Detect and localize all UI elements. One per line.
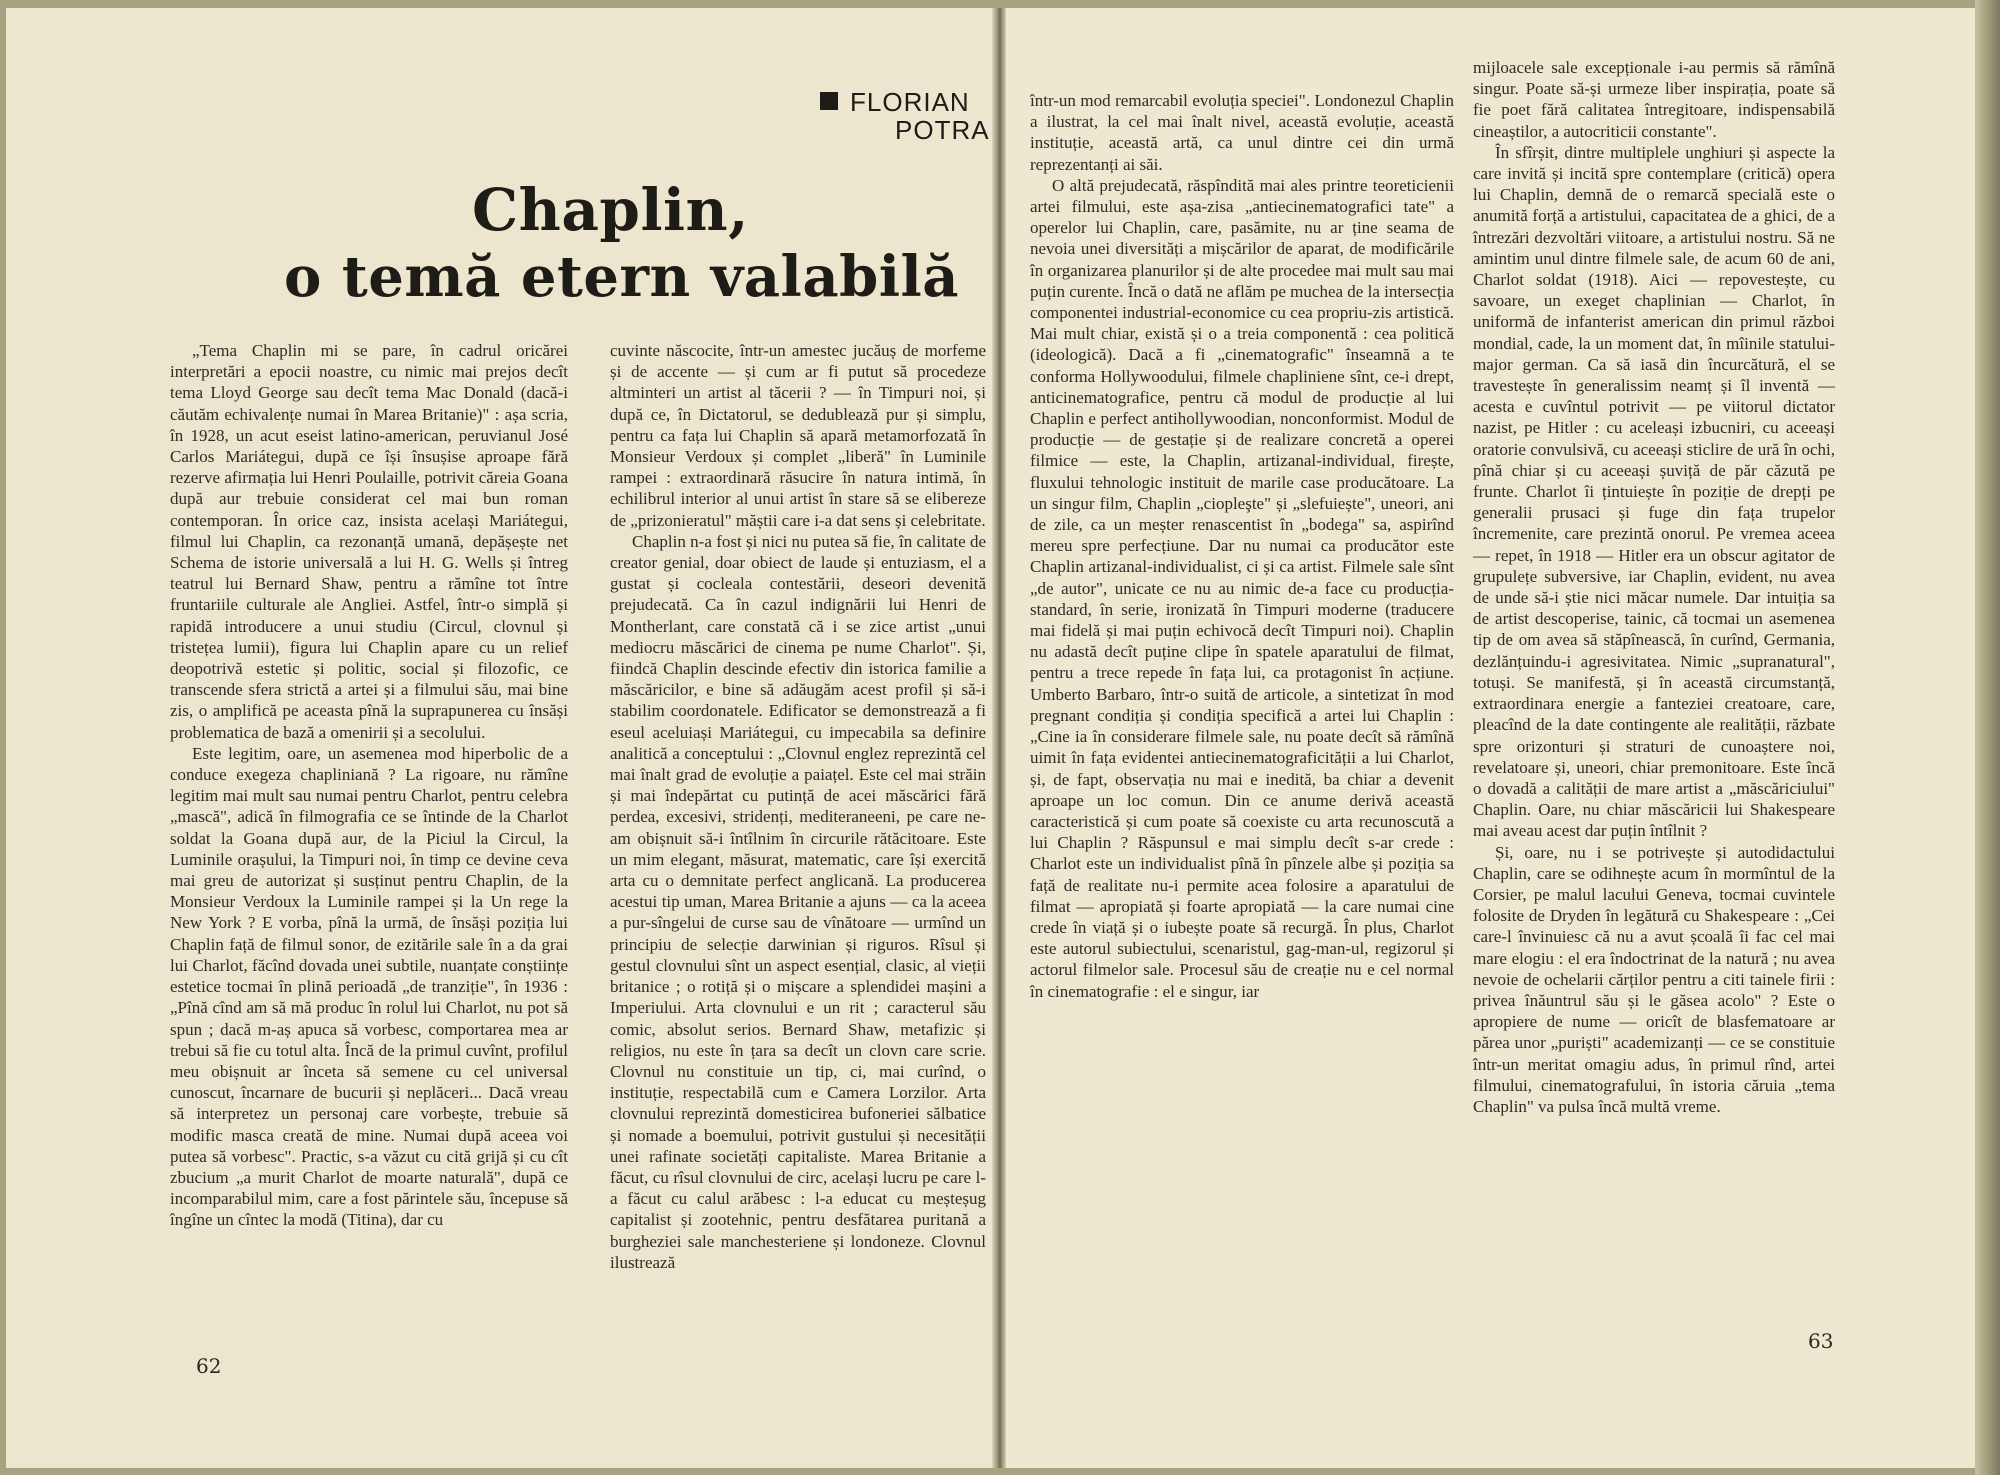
page-number-left: 62 [196, 1354, 222, 1378]
paragraph: Este legitim, oare, un asemenea mod hiperbolic de a conduce exegeza chapliniană ? La rigoare, nu rămîne legitim mai mult sau numai pentru Charlot, pentru celebra „mască", adică în filmografia ce se întinde de la Charlot soldat la Goana după aur, de la Piciul la Circul, la Luminile orașului, la Timpuri noi, în timp ce devine ceva mai greu de autorizat și susținut pentru Chaplin, de la Monsieur Verdoux la Luminile rampei și la Un rege la New York ? E vorba, pînă la urmă, de însăși poziția lui Chaplin față de filmul sonor, de ezitările sale în a da grai lui Charlot, făcînd dovada unei subtile, nuanțate conștiințe estetice tocmai în plină perioadă „de tranziție", în 1936 : „Pînă cînd am să mă produc în rolul lui Charlot, nu pot să spun ; dacă m-aș apuca să vorbesc, comportarea mea ar trebui să fie cu totul alta. Încă de la primul cuvînt, profilul meu obișnuit ar înceta să semene cu cel universal cunoscut, încarnare de bucurii și neplăceri... Dacă vreau să interpretez un personaj care vorbește, trebuie să modific masca creată de mine. Numai după aceea voi putea să vorbesc". Practic, s-a văzut cu cită grijă și cu cît zbucium „a murit Charlot de moarte naturală", după ce incomparabilul mim, care a fost părintele său, începuse să îngîne un cîntec la modă (Titina), dar cu [170, 743, 568, 1230]
author-last-name: POTRA [895, 115, 990, 145]
paragraph: într-un mod remarcabil evoluția speciei". Londonezul Chaplin a ilustrat, la cel mai înalt nivel, această evoluție, această instituție, această artă, ca unul dintre cei din urmă reprezentanți ai săi. [1030, 91, 1454, 174]
paragraph: mijloacele sale excepționale i-au permis să rămînă singur. Poate să-și urmeze liber inspirația, poate să fie poet fără calitatea întregitoare, indispensabilă cineaștilor, a autocriticii constante". [1473, 58, 1835, 141]
page-number-right: 63 [1808, 1329, 1834, 1353]
text-column-right-1 [1030, 90, 1454, 1002]
article-title-line-1: Chaplin, [472, 176, 749, 244]
paragraph: „Tema Chaplin mi se pare, în cadrul oricărei interpretări a epocii noastre, cu nimic mai prejos decît tema Lloyd George sau decît tema Mac Donald (dacă-i căutăm echivalențe numai în Marea Britanie)" : așa scria, în 1928, un acut eseist latino-american, peruvianul José Carlos Mariátegui, după ce își însușise aproape fără rezerve afirmația lui Henri Poulaille, potrivit căreia Goana după aur trebuie considerat cel mai bun roman contemporan. În orice caz, insista același Mariátegui, filmul lui Chaplin, ca rezonanță umană, depășește net Schema de istorie universală a lui H. G. Wells și întreg teatrul lui Bernard Shaw, pentru a rămîne tot între fruntariile culturale ale Angliei. Astfel, într-o simplă și rapidă introducere a unui studiu (Circul, clovnul și tristețea lumii), figura lui Chaplin apare cu un relief deopotrivă estetic și politic, social și filozofic, ce transcende sfera strictă a artei și a filmului său, mai bine zis, o amplifică pe aceasta pînă la suprapunerea cu însăși problematica de bază a omenirii și a secolului. [170, 341, 568, 742]
book-gutter [992, 8, 1006, 1468]
paragraph: Și, oare, nu i se potrivește și autodidactului Chaplin, care se odihnește acum în mormîntul de la Corsier, pe malul lacului Geneva, tocmai cuvintele folosite de Dryden în legătură cu Shakespeare : „Cei care-l învinuiesc că nu a avut școală îi fac cel mai mare elogiu : el era îndoctrinat de la natură ; nu avea nevoie de ochelarii cărților pentru a citi tainele firii : privea înăuntrul său și le găsea acolo" ? Este o apropiere de nume — oricît de blasfematoare ar părea unor „puriști" academizanți — ce se constituie într-un meritat omagiu adus, în primul rînd, artei filmului, cinematografului, în istoria căruia „tema Chaplin" va pulsa încă multă vreme. [1473, 842, 1835, 1116]
paragraph: cuvinte născocite, într-un amestec jucăuș de morfeme și de accente — și cum ar fi putut să procedeze altminteri un artist al tăcerii ? — în Timpuri noi, și după ce, în Dictatorul, se dedublează pur și simplu, pentru ca fața lui Chaplin să apară metamorfozată în Monsieur Verdoux și complet „liberă" în Luminile rampei : extraordinară răsucire în natura intimă, în echilibrul interior al unui artist în stare să se elibereze de „prizonieratul" măștii care i-a dat sens și celebritate. [610, 341, 986, 530]
article-title-line-2: o temă etern valabilă [284, 244, 960, 310]
author-first-name: FLORIAN [850, 87, 970, 117]
text-column-right-2 [1473, 57, 1835, 1117]
page-edge-strip [1975, 0, 2000, 1475]
text-column-left-2 [610, 340, 986, 1273]
paragraph: Chaplin n-a fost și nici nu putea să fie, în calitate de creator genial, doar obiect de laude și entuziasm, el a gustat și cocleala contestării, deseori devenită prejudecată. Ca în cazul indignării lui Henri de Montherlant, care constată că i se zice artist „unui mediocru măscărici de cinema pe nume Charlot". Și, fiindcă Chaplin descinde efectiv din istorica familie a măscăricilor, e bine să adăugăm acest profil și să-i stabilim coordonatele. Edificator se demonstrează a fi eseul aceluiași Mariátegui, cu impecabila sa definire analitică a conceptului : „Clovnul englez reprezintă cel mai înalt grad de evoluție a paiațel. Este cel mai străin și mai îndepărtat cu putință de acei măscărici fără perdea, excesivi, stridenți, mediteraneeni, pe care ne-am obișnuit să-i întîlnim în circurile rătăcitoare. Este un mim elegant, măsurat, matematic, care își exercită arta cu o demnitate perfect anglicană. La producerea acestui tip uman, Marea Britanie a ajuns — ca la aceea a pur-sîngelui de curse sau de vînătoare — urmînd un principiu de selecție darwinian și riguros. Rîsul și gestul clovnului sînt un aspect esențial, clasic, al vieții britanice ; o rotiță și o mișcare a splendidei mașini a Imperiului. Arta clovnului e un rit ; caracterul său comic, absolut serios. Bernard Shaw, metafizic și religios, nu este în țara sa decît un clovn care scrie. Clovnul nu constituie un tip, ci, mai curînd, o instituție, respectabilă cum e Camera Lorzilor. Arta clovnului reprezintă domesticirea bufoneriei sălbatice și nomade a boemului, potrivit gustului și necesității unei rafinate societăți capitaliste. Marea Britanie a făcut, cu rîsul clovnului de circ, același lucru pe care l-a făcut cu calul arăbesc : l-a educat cu meșteșug capitalist și zootehnic, pentru desfătarea puritană a burgheziei sale manchesteriene și londoneze. Clovnul ilustrează [610, 531, 986, 1272]
paragraph: O altă prejudecată, răspîndită mai ales printre teoreticienii artei filmului, este așa-zisa „antiecinematografici tate" a operelor lui Chaplin, care, pasămite, nu ar ține seama de nevoia unei diversități a mișcărilor de aparat, de modificările în organizarea planurilor și de alte procedee mai mult sau mai puțin curente. Încă o dată ne aflăm pe muchea de la intersecția componentei industrial-economice cu cea propriu-zis artistică. Mai mult chiar, există și o a treia componentă : cea politică (ideologică). Dacă a fi „cinematografic" înseamnă a te conforma Hollywoodului, filmele chapliniene sînt, ce-i drept, anticinematografice, pentru că modul de producție al lui Chaplin e perfect antihollywoodian, nonconformist. Modul de producție — de gestație și de realizare concretă a operei filmice — este, la Chaplin, artizanal-individual, firește, fluxului tehnologic instituit de marile case producătoare. La un singur film, Chaplin „ciopleşte" și „slefuiește", uneori, ani de zile, ca un meșter renascentist în „bodega" sa, aspirînd mereu spre perfecțiune. Dar nu numai ca producător este Chaplin artizanal-individualist, ci și ca artist. Filmele sale sînt „de autor", unicate ce nu au nimic de-a face cu producția-standard, în serie, ironizată în Timpuri moderne (traducere mai fidelă și mai puțin echivocă decît Timpuri noi). Chaplin nu adastă decît puține clipe în spatele aparatului de filmat, pentru a trece repede în fața lui, ca protagonist în acțiune. Umberto Barbaro, într-o suită de articole, a sintetizat în mod pregnant condiția și condiția specifică a artei lui Chaplin : „Cine ia în considerare filmele sale, nu poate decît să rămînă uimit în fața evidentei antiecinematograficității a lui Charlot, și, de fapt, observația nu mai e inedită, ba chiar a devenit aproape un loc comun. Din ce anume derivă această caracteristică și cum poate să coexiste cu arta recunoscută a lui Chaplin ? Răspunsul e mai simplu decît s-ar crede : Charlot este un individualist pînă în pînzele albe și poziția sa față de realitate nu-i permite acea folosire a aparatului de filmat — apropiată și foarte apropiată — la care numai cine crede în viață și o iubește poate să recurgă. În plus, Charlot este autorul subiectului, scenaristul, gag-man-ul, regizorul și actorul filmelor sale. Procesul său de creație nu e cel normal în cinematografie : el e singur, iar [1030, 175, 1454, 1001]
text-column-left-1 [170, 340, 568, 1231]
byline-square-icon [820, 92, 838, 110]
paragraph: În sfîrșit, dintre multiplele unghiuri și aspecte la care invită și incită spre contemplare (critică) opera lui Chaplin, demnă de o remarcă specială este o anumită forță a artistului, capacitatea de a ghici, de a întrezări dezvoltări viitoare, a artistului nostru. Să ne amintim unul dintre filmele sale, de acum 60 de ani, Charlot soldat (1918). Aici — repovestește, cu savoare, un exeget chaplinian — Charlot, în uniformă de infanterist american din primul război mondial, cade, la un moment dat, în mîinile statului-major german. Ca să iasă din încurcătură, el se travestește în generalissim neamț și îl inventă — acesta e cuvîntul potrivit — pe viitorul dictator nazist, pe Hitler : cu aceleași izbucniri, cu aceeași oratorie convulsivă, cu aceeași sticlire de ură în ochi, pînă chiar și cu aceeași șuviță de păr căzută pe frunte. Charlot îi țintuiește în poziție de drepți pe generalii prusaci și fuge din fața trupelor încremenite, care prezintă onorul. Pe vremea aceea — repet, în 1918 — Hitler era un obscur agitator de grupulețe subversive, iar Chaplin, evident, nu avea de unde să-i știe nici măcar numele. Dar intuiția sa de artist descoperise, tainic, că tocmai un asemenea tip de om avea să stăpînească, în curînd, Germania, dezlănțuindu-i agresivitatea. Nimic „supranatural", totuși. Se manifestă, și în această circumstanță, extraordinara energie a fanteziei creatoare, care, pleacînd de la date contingente ale realității, răzbate spre orizonturi și straturi de cunoaștere noi, revelatoare și, uneori, chiar premonitoare. Este încă o dovadă a calității de mare artist a „măscăriciului" Chaplin. Oare, nu chiar măscăricii lui Shakespeare mai aveau acest dar puțin întîlnit ? [1473, 142, 1835, 841]
